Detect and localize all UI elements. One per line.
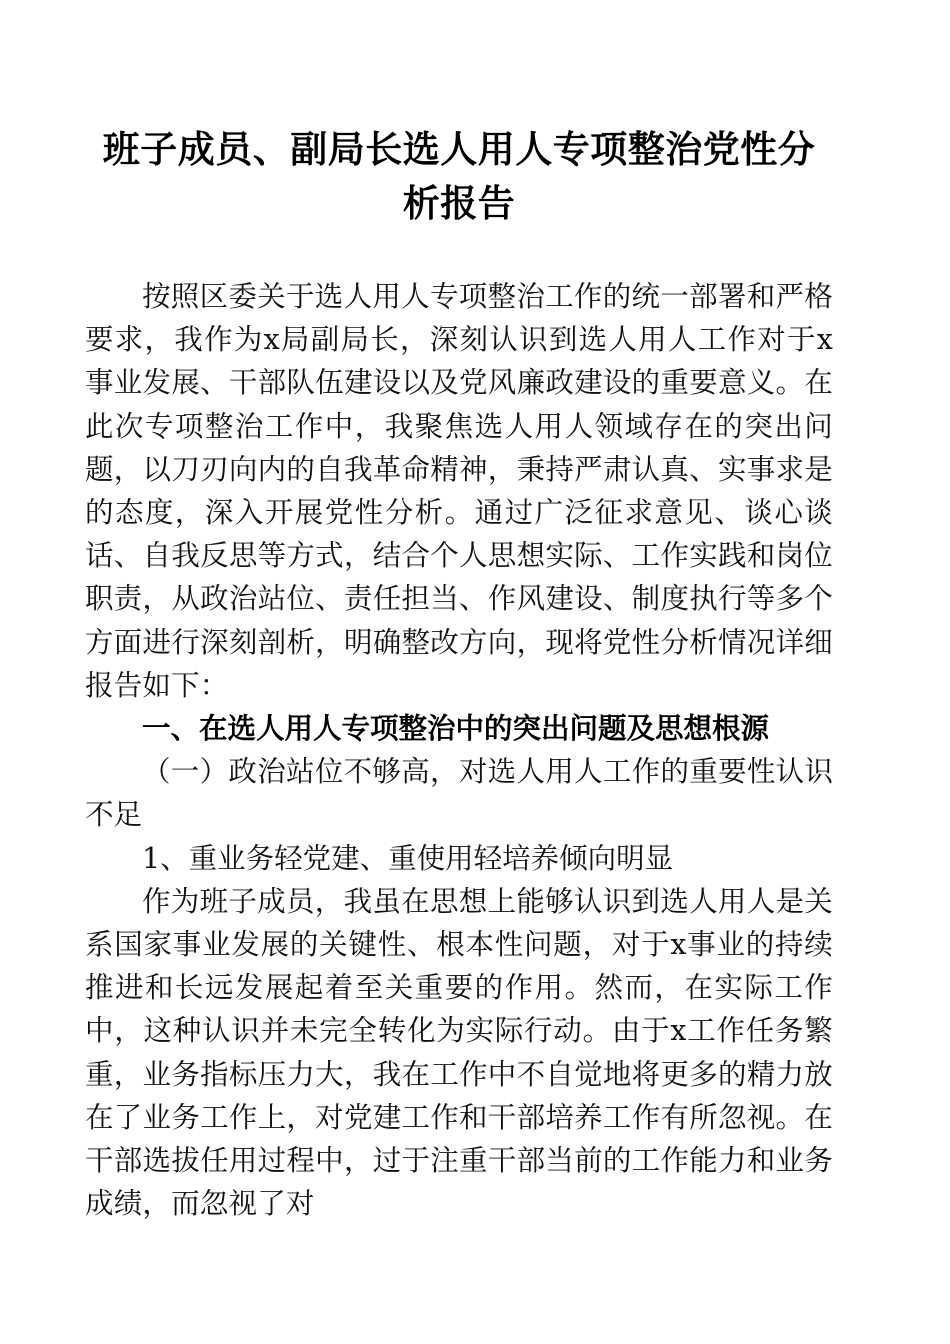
analysis-paragraph-1: 作为班子成员，我虽在思想上能够认识到选人用人是关系国家事业发展的关键性、根本性问题，对于x事业的持续推进和长远发展起着至关重要的作用。然而，在实际工作中，这种认识并未完全转化为实际行动。由于x工作任务繁重，业务指标压力大，我在工作中不自觉地将更多的精力放在了业务工作上，对党建工作和干部培养工作有所忽视。在干部选拔任用过程中，过于注重干部当前的工作能力和业务成绩，而忽视了对 (85, 884, 833, 1221)
document-title: 班子成员、副局长选人用人专项整治党性分析报告 (102, 127, 816, 225)
section-heading-1: 一、在选人用人专项整治中的突出问题及思想根源 (142, 712, 770, 746)
document-content-column (85, 0, 833, 1225)
item-heading-1-1-1: 1、重业务轻党建、重使用轻培养倾向明显 (142, 841, 674, 875)
subsection-heading-1-1: （一）政治站位不够高，对选人用人工作的重要性认识不足 (85, 755, 833, 832)
intro-paragraph: 按照区委关于选人用人专项整治工作的统一部署和严格要求，我作为x局副局长，深刻认识到选人用人工作对于x事业发展、干部队伍建设以及党风廉政建设的重要意义。在此次专项整治工作中，我聚焦选人用人领域存在的突出问题，以刀刃向内的自我革命精神，秉持严肃认真、实事求是的态度，深入开展党性分析。通过广泛征求意见、谈心谈话、自我反思等方式，结合个人思想实际、工作实践和岗位职责，从政治站位、责任担当、作风建设、制度执行等多个方面进行深刻剖析，明确整改方向，现将党性分析情况详细报告如下： (85, 280, 833, 702)
